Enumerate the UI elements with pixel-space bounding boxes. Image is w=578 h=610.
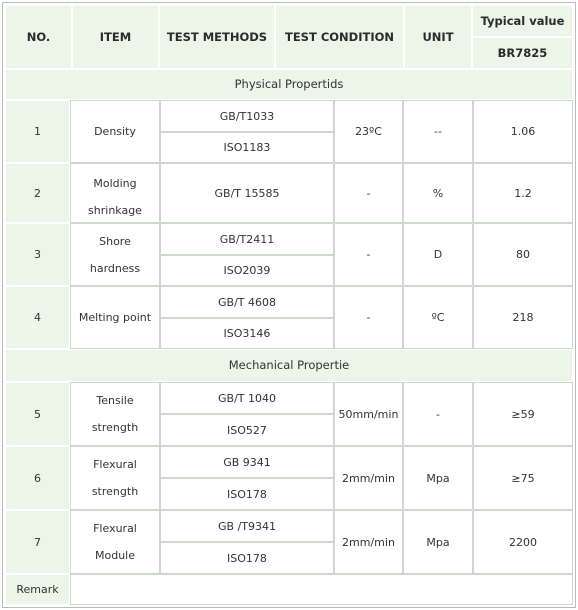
row-2-value: 1.2	[473, 163, 573, 223]
row-2-condition: -	[334, 163, 403, 223]
header-unit: UNIT	[404, 5, 472, 69]
row-3-condition: -	[334, 223, 403, 286]
row-6-condition: 2mm/min	[334, 446, 403, 510]
row-6-item	[70, 446, 160, 510]
row-6-item-text: Flexural strength	[91, 458, 139, 498]
row-4-method-1: GB/T 4608	[160, 286, 334, 318]
row-2-item-text: Molding shrinkage	[88, 177, 142, 217]
header-item: ITEM	[72, 5, 159, 69]
row-6-method-2: ISO178	[160, 478, 334, 510]
row-7-method-1: GB /T9341	[160, 510, 334, 542]
row-6-unit: Mpa	[403, 446, 473, 510]
row-4-method-2: ISO3146	[160, 318, 334, 349]
row-7-item	[70, 510, 160, 574]
row-5-item-text: Tensile strength	[91, 394, 139, 434]
row-3-unit: D	[403, 223, 473, 286]
section-mechanical: Mechanical Propertie	[5, 349, 573, 382]
row-5-value: ≥59	[473, 382, 573, 446]
row-4-no: 4	[5, 286, 70, 349]
row-5-method-2: ISO527	[160, 414, 334, 446]
row-7-unit: Mpa	[403, 510, 473, 574]
row-5-no: 5	[5, 382, 70, 446]
row-2-item	[70, 163, 160, 223]
row-6-method-1: GB 9341	[160, 446, 334, 478]
header-typical-value: Typical value	[472, 5, 573, 37]
row-6-no: 6	[5, 446, 70, 510]
row-1-no: 1	[5, 100, 70, 163]
row-5-unit: -	[403, 382, 473, 446]
row-3-value: 80	[473, 223, 573, 286]
section-physical: Physical Propertids	[5, 69, 573, 100]
row-1-method-2: ISO1183	[160, 132, 334, 163]
row-1-condition: 23ºC	[334, 100, 403, 163]
row-3-item	[70, 223, 160, 286]
remark-label: Remark	[5, 574, 70, 605]
row-3-no: 3	[5, 223, 70, 286]
row-1-unit: --	[403, 100, 473, 163]
header-test-condition: TEST CONDITION	[275, 5, 404, 69]
row-4-item: Melting point	[70, 286, 160, 349]
spec-table	[2, 2, 576, 608]
row-1-value: 1.06	[473, 100, 573, 163]
row-1-method-1: GB/T1033	[160, 100, 334, 132]
row-5-method-1: GB/T 1040	[160, 382, 334, 414]
row-7-no: 7	[5, 510, 70, 574]
row-7-value: 2200	[473, 510, 573, 574]
row-5-item	[70, 382, 160, 446]
row-1-item: Density	[70, 100, 160, 163]
row-6-value: ≥75	[473, 446, 573, 510]
row-3-item-text: Shore hardness	[89, 235, 141, 275]
row-2-method-1: GB/T 15585	[160, 163, 334, 223]
remark-value	[70, 574, 573, 605]
header-test-methods: TEST METHODS	[159, 5, 275, 69]
row-7-method-2: ISO178	[160, 542, 334, 574]
row-2-no: 2	[5, 163, 70, 223]
row-4-value: 218	[473, 286, 573, 349]
row-2-unit: %	[403, 163, 473, 223]
row-3-method-2: ISO2039	[160, 255, 334, 286]
row-5-condition: 50mm/min	[334, 382, 403, 446]
row-4-unit: ºC	[403, 286, 473, 349]
row-7-condition: 2mm/min	[334, 510, 403, 574]
row-7-item-text: Flexural Module	[93, 522, 137, 562]
row-4-condition: -	[334, 286, 403, 349]
row-3-method-1: GB/T2411	[160, 223, 334, 255]
header-no: NO.	[5, 5, 72, 69]
header-grade: BR7825	[472, 37, 573, 69]
